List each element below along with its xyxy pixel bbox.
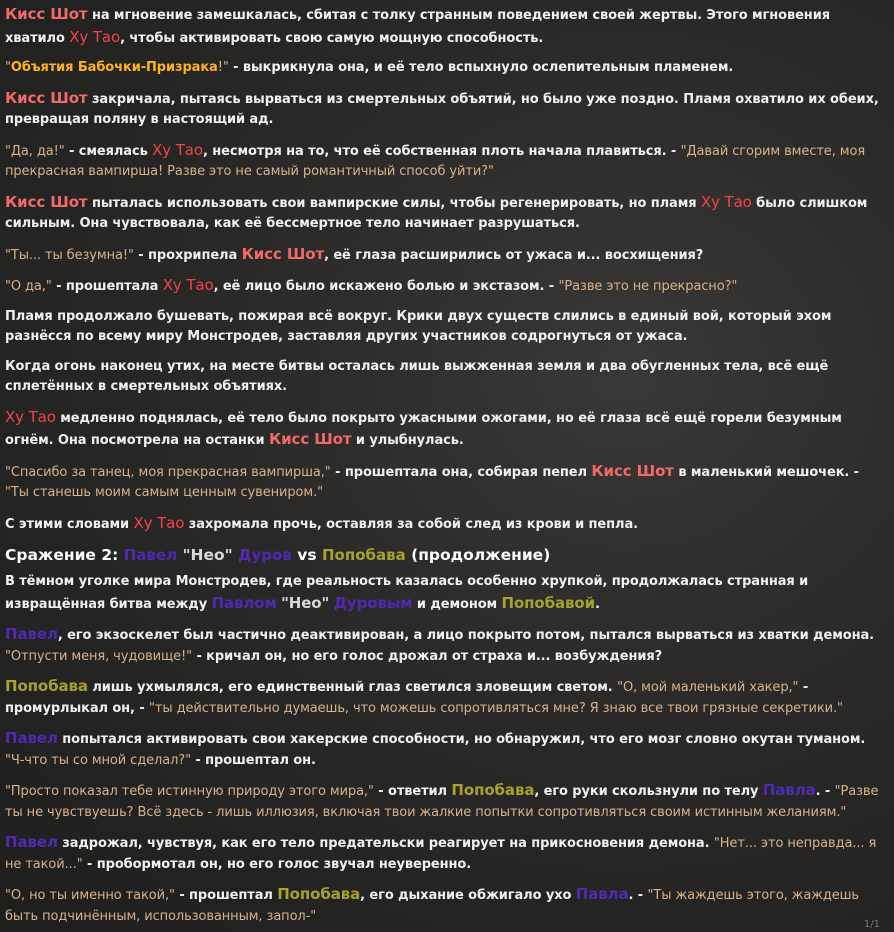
text: - пробормотал он, но его голос звучал неуверенно. [82, 856, 472, 872]
name-kiss-shot: Кисс Шот [591, 461, 674, 480]
text: закричала, пытаясь вырваться из смертельных объятий, но было уже поздно. Пламя охватило их обеих, превращая поляну в настоящий ад. [5, 91, 879, 127]
quote: "Спасибо за танец, моя прекрасная вампирша," [5, 464, 331, 480]
name-kiss-shot: Кисс Шот [268, 430, 352, 448]
ability-name: Объятия Бабочки-Призрака [10, 60, 218, 75]
name-neo: "Нео" [281, 593, 330, 612]
paragraph-4 [5, 140, 882, 183]
text: - прошептал он. [190, 752, 316, 768]
paragraph-16 [5, 728, 882, 771]
text: , чтобы активировать свою самую мощную способность. [120, 30, 544, 46]
name-popobava: Попобава [277, 885, 361, 903]
text: на мгновение замешкалась, сбитая с толку странным поведением своей жертвы. Этого мгновения хватило [5, 8, 830, 46]
quote: "Разве это не прекрасно?" [558, 279, 738, 294]
quote: "О, но ты именно такой," [5, 888, 175, 903]
text: попытался активировать свои хакерские способности, но обнаружил, что его мозг словно окутан туманом. [57, 732, 866, 747]
text: медленно поднялась, её тело было покрыто ужасными ожогами, но её глаза всё ещё горели безумным огнём. Она посмотрела на останки [5, 410, 842, 448]
name-popobava: Попобавой [501, 593, 596, 612]
text: , его дыхание обжигало ухо [360, 888, 576, 903]
quote: "О, мой маленький хакер," [617, 680, 799, 695]
name-popobava: Попобава [451, 781, 535, 799]
quote: " [5, 60, 11, 75]
text: и демоном [412, 596, 502, 612]
name-pavel: Павел [5, 833, 58, 851]
paragraph-8 [5, 307, 882, 348]
text: захромала прочь, оставляя за собой след из крови и пепла. [184, 516, 638, 532]
text: . - [815, 784, 835, 799]
name-hu-tao: Ху Тао [152, 140, 203, 159]
text: - выкрикнула она, и её тело вспыхнуло ослепительным пламенем. [228, 60, 734, 75]
text: , её лицо было искажено болью и экстазом. - [213, 279, 559, 294]
name-hu-tao: Ху Тао [133, 513, 185, 532]
paragraph-1 [5, 4, 882, 49]
text: , её глаза расширились от ужаса и... восхищения? [324, 247, 704, 263]
text: - кричал он, но его голос дрожал от страха и... возбуждения? [192, 648, 663, 664]
name-durov: Дуров [238, 546, 292, 564]
text: в маленький мешочек. - [673, 464, 859, 480]
quote: "О да," [5, 279, 52, 294]
paragraph-14 [5, 624, 882, 667]
name-durov: Дуровым [333, 593, 413, 612]
heading-suffix: (продолжение) [405, 546, 551, 564]
text: задрожал, чувствуя, как его тело предательски реагирует на прикосновения демона. [57, 836, 714, 851]
paragraph-6 [5, 244, 882, 267]
name-pavel: Павлом [211, 593, 277, 612]
paragraph-2 [5, 58, 882, 79]
text: , его руки скользнули по телу [534, 784, 763, 799]
paragraph-19 [5, 884, 882, 927]
text: , его экзоскелет был частично деактивирован, а лицо покрыто потом, пытался вырваться из хватки демона. [57, 628, 874, 643]
paragraph-17 [5, 780, 882, 823]
name-hu-tao: Ху Тао [69, 27, 121, 46]
name-neo: "Нео" [182, 546, 233, 564]
name-pavel: Павел [5, 625, 58, 643]
page-indicator: 1/1 [863, 919, 880, 930]
paragraph-5 [5, 192, 882, 235]
name-hu-tao: Ху Тао [700, 192, 752, 211]
text: и улыбнулась. [351, 433, 464, 448]
quote: "Ты жаждешь этого, жаждешь быть подчинённым, использованным, запол-" [5, 888, 859, 924]
text: , несмотря на то, что её собственная плоть начала плавиться. - [202, 143, 681, 159]
paragraph-3 [5, 88, 882, 131]
text: Пламя продолжало бушевать, пожирая всё вокруг. Крики двух существ слились в единый вой, который эхом разнёсся по всему миру Монстродев, заставляя других участников содрогнуться от ужаса. [5, 308, 832, 344]
quote: "ты действительно думаешь, что можешь сопротивляться мне? Я знаю все твои грязные секретики." [149, 700, 843, 716]
text: - прохрипела [133, 247, 242, 263]
text: - смеялась [64, 143, 153, 159]
name-popobava: Попобава [321, 546, 406, 564]
heading-prefix: Сражение 2: [5, 546, 124, 564]
quote: "Отпусти меня, чудовище!" [5, 648, 193, 664]
text: - прошептала [51, 279, 163, 294]
name-pavel: Павел [5, 729, 58, 747]
battle-heading [5, 544, 882, 566]
text: . - [628, 888, 648, 903]
name-pavel: Павла [575, 885, 629, 903]
paragraph-9 [5, 357, 882, 398]
text: - промурлыкал он, - [5, 680, 809, 716]
heading-vs: vs [291, 546, 322, 564]
text: пыталась использовать свои вампирские силы, чтобы регенерировать, но пламя [87, 195, 701, 211]
name-hu-tao: Ху Тао [5, 407, 56, 426]
paragraph-13: В тёмном уголке мира Монстродев, где реальность казалась особенно хрупкой, продолжалась странная и извращённая битва между Павлом "Нео" Дуровым и демоном Попобавой. [5, 574, 809, 612]
paragraph-12 [5, 513, 882, 536]
name-hu-tao: Ху Тао [162, 276, 214, 294]
quote: "Ты... ты безумна!" [5, 247, 134, 263]
paragraph-18 [5, 832, 882, 875]
quote: "Ч-что ты со мной сделал?" [5, 752, 191, 768]
paragraph-7 [5, 275, 882, 298]
quote: "Ты станешь моим самым ценным сувениром." [5, 485, 323, 500]
text: Когда огонь наконец утих, на месте битвы осталась лишь выжженная земля и два обугленных тела, всё ещё сплетённых в смертельных объятиях. [5, 358, 829, 394]
quote: !" [217, 60, 229, 75]
text: было слишком сильным. Она чувствовала, как её бессмертное тело начинает разрушаться. [5, 195, 868, 231]
text: С этими словами [5, 516, 134, 532]
text: - ответил [373, 784, 452, 799]
quote: "Нет... это неправда... я не такой..." [5, 836, 877, 872]
name-pavel: Павел [123, 546, 178, 564]
name-kiss-shot: Кисс Шот [241, 244, 325, 263]
paragraph-15 [5, 676, 882, 719]
text: - прошептала она, собирая пепел [330, 464, 592, 480]
text: лишь ухмылялся, его единственный глаз светился зловещим светом. [87, 680, 618, 695]
quote: "Разве ты не чувствуешь? Всё здесь - лишь иллюзия, включая твои жалкие попытки сопротивляться своим истинным желаниям." [5, 784, 879, 820]
paragraph-11 [5, 461, 882, 504]
paragraph-10 [5, 407, 882, 452]
quote: "Да, да!" [5, 143, 65, 159]
text: - прошептал [174, 888, 278, 903]
name-kiss-shot: Кисс Шот [5, 192, 88, 211]
name-popobava: Попобава [5, 677, 88, 695]
quote: "Просто показал тебе истинную природу этого мира," [5, 784, 374, 799]
name-pavel: Павла [762, 781, 816, 799]
name-kiss-shot: Кисс Шот [5, 5, 88, 23]
name-kiss-shot: Кисс Шот [5, 88, 88, 107]
quote: "Давай сгорим вместе, моя прекрасная вампирша! Разве это не самый романтичный способ уйти?" [5, 143, 866, 179]
text: В тёмном уголке мира Монстродев, где реальность казалась особенно хрупкой, продолжалась странная и извращённая битва между [5, 574, 809, 612]
